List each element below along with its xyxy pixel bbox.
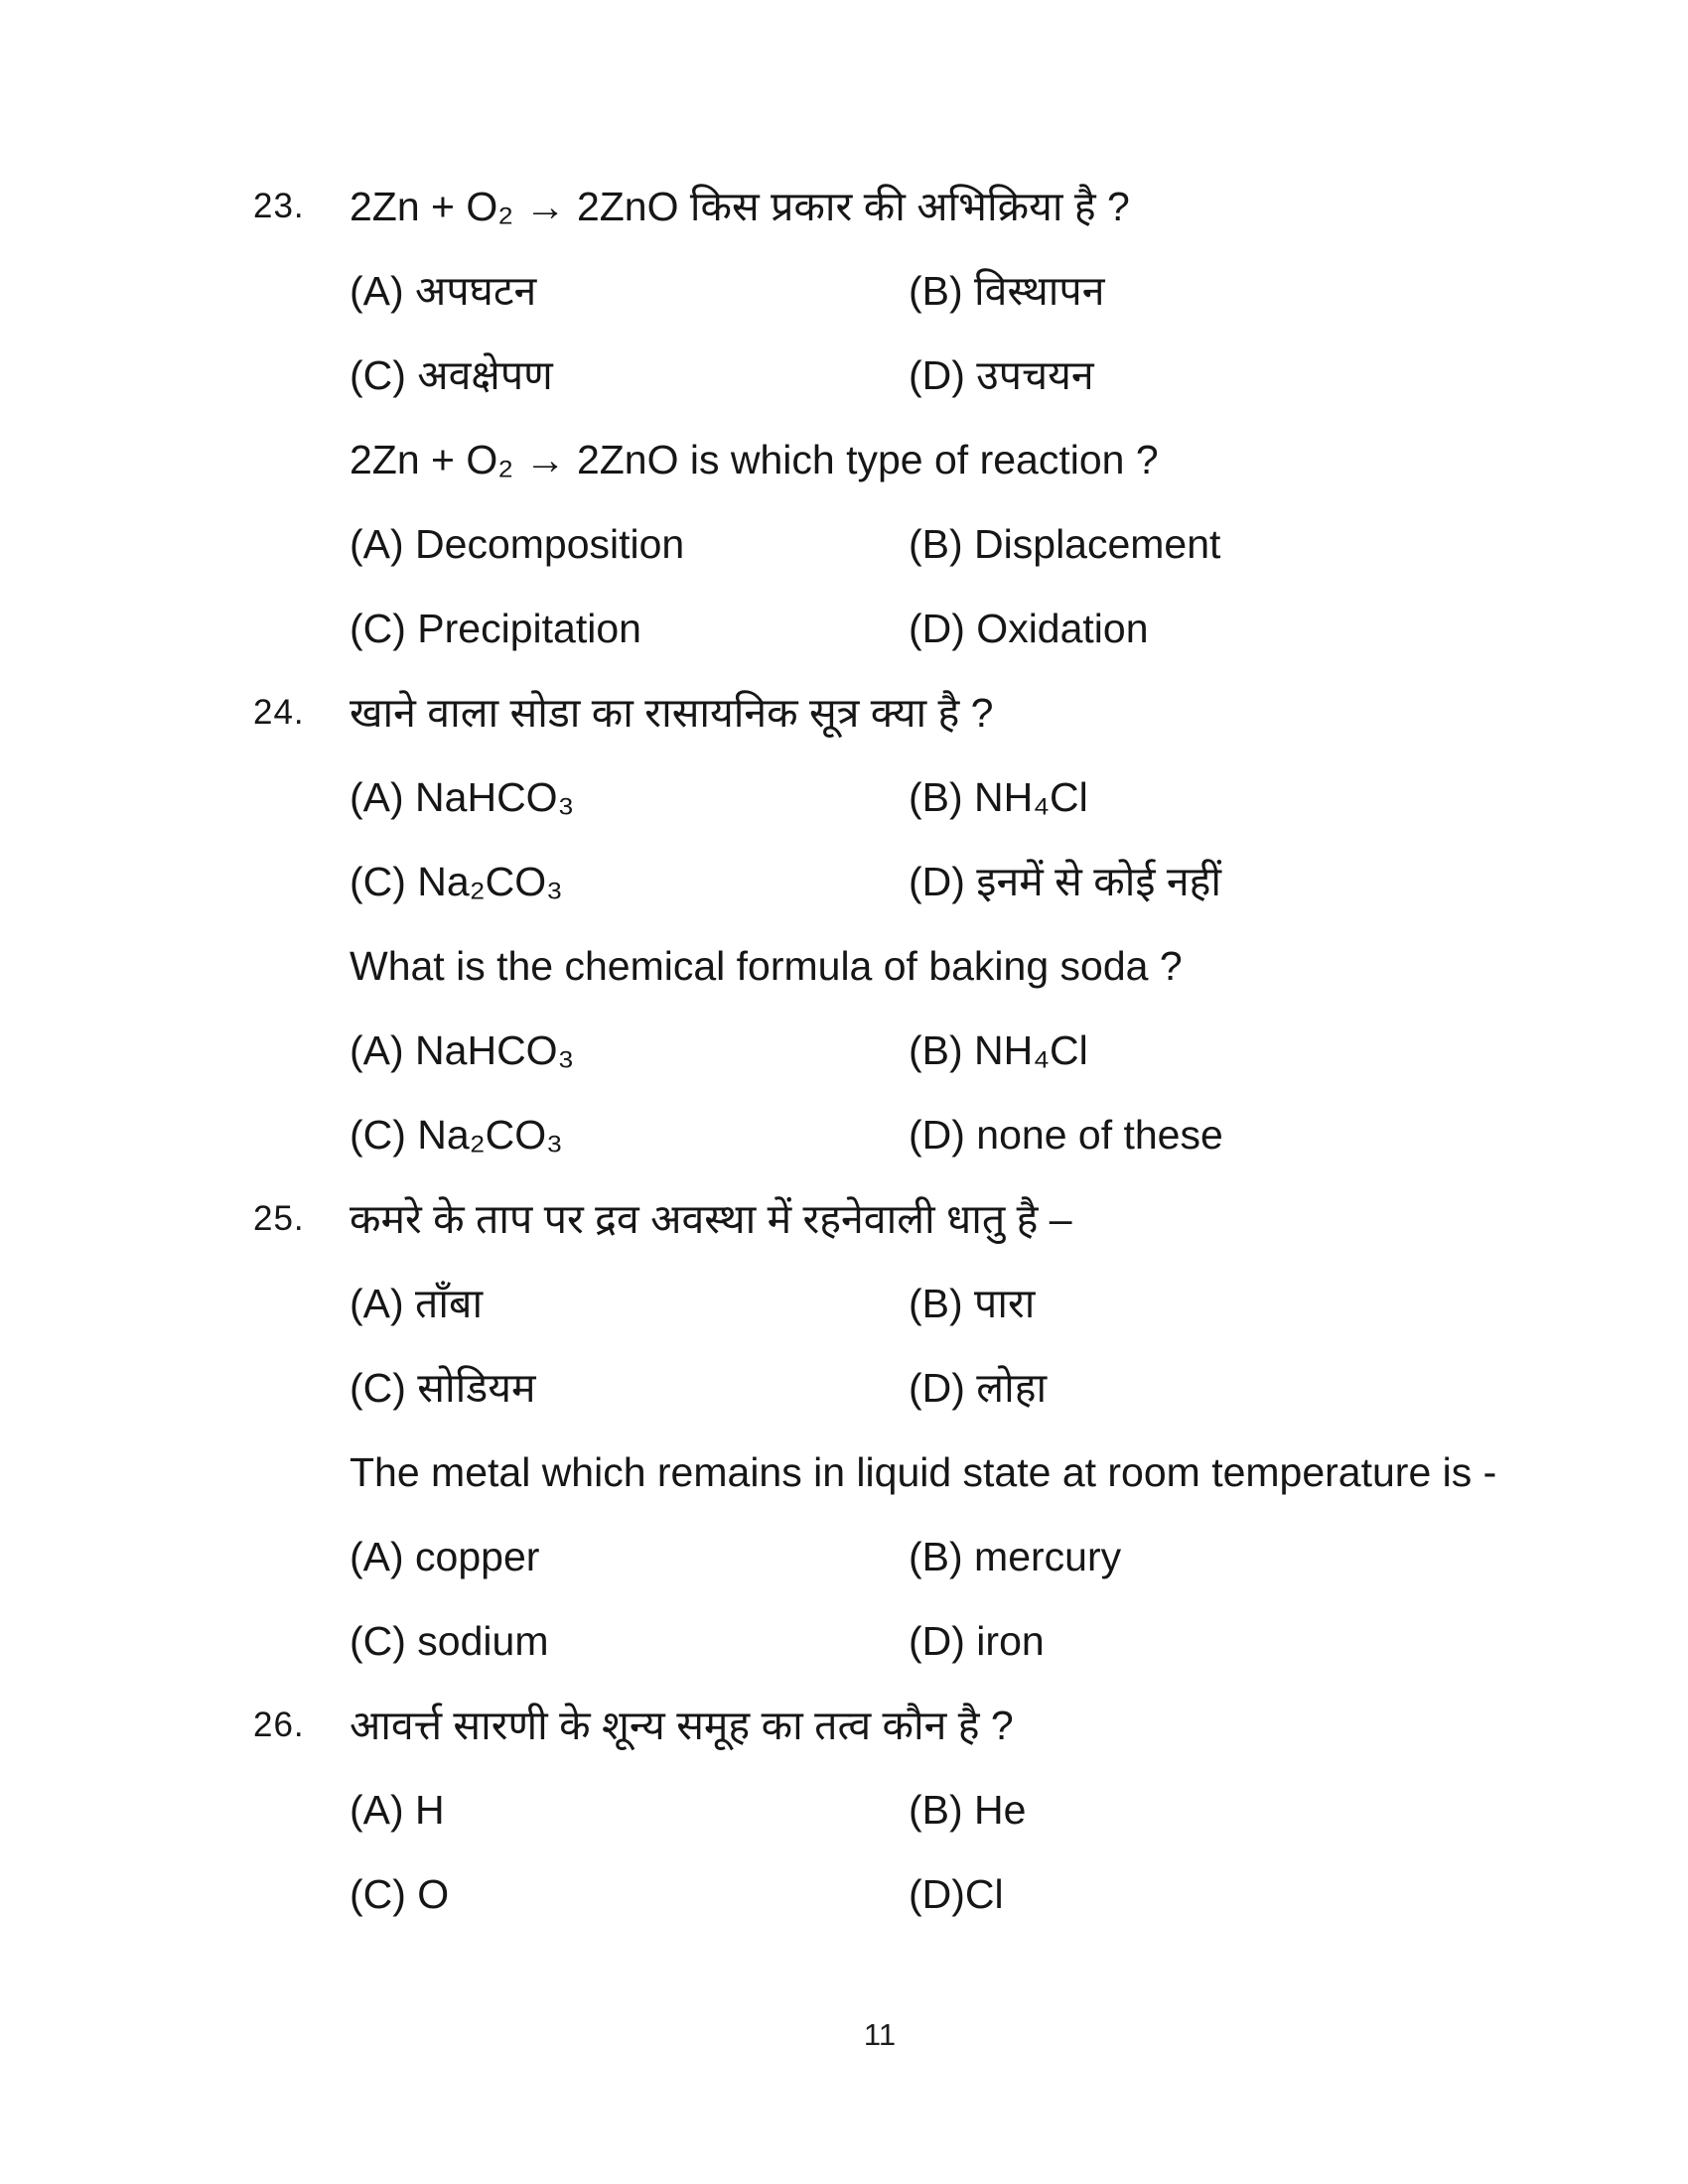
question-23 (0, 181, 1688, 654)
option-b-hindi: (B) पारा (909, 1281, 1036, 1326)
question-text-hindi: 2Zn + O₂ → 2ZnO किस प्रकार की अभिक्रिया है ? (350, 184, 1130, 229)
option-b-hindi: (B) NH₄Cl (909, 774, 1088, 820)
option-c: (C) O (350, 1871, 450, 1917)
option-c-english: (C) Precipitation (350, 606, 641, 651)
option-a-hindi: (A) ताँबा (350, 1281, 484, 1326)
option-b-english: (B) NH₄Cl (909, 1027, 1088, 1073)
option-d-hindi: (D) उपचयन (909, 352, 1094, 398)
question-number: 26. (253, 1706, 305, 1744)
option-c-english: (C) Na₂CO₃ (350, 1112, 563, 1158)
question-number: 23. (253, 187, 305, 225)
option-a-hindi: (A) अपघटन (350, 268, 537, 314)
option-b-english: (B) mercury (909, 1534, 1122, 1579)
question-text-english: 2Zn + O₂ → 2ZnO is which type of reaction ? (350, 437, 1159, 482)
question-number: 24. (253, 693, 305, 732)
option-c-hindi: (C) अवक्षेपण (350, 352, 553, 398)
question-25 (0, 1193, 1688, 1667)
option-d-english: (D) Oxidation (909, 606, 1149, 651)
question-text-hindi: आवर्त्त सारणी के शून्य समूह का तत्व कौन है ? (350, 1703, 1014, 1748)
question-text-hindi: कमरे के ताप पर द्रव अवस्था में रहनेवाली धातु है – (350, 1196, 1072, 1242)
option-d-english: (D) none of these (909, 1112, 1223, 1158)
page-number: 11 (863, 2017, 897, 2052)
option-d: (D)Cl (909, 1871, 1004, 1917)
question-text-hindi: खाने वाला सोडा का रासायनिक सूत्र क्या है ? (350, 690, 994, 736)
option-a-english: (A) copper (350, 1534, 540, 1579)
option-a-english: (A) NaHCO₃ (350, 1027, 575, 1073)
question-text-english: The metal which remains in liquid state at room temperature is - (350, 1449, 1497, 1495)
question-text-english: What is the chemical formula of baking soda ? (350, 943, 1183, 989)
question-24 (0, 687, 1688, 1160)
question-number: 25. (253, 1199, 305, 1238)
option-a: (A) H (350, 1787, 445, 1833)
option-b-hindi: (B) विस्थापन (909, 268, 1105, 314)
option-d-english: (D) iron (909, 1618, 1045, 1664)
option-c-hindi: (C) Na₂CO₃ (350, 859, 563, 904)
question-26 (0, 1700, 1688, 1920)
option-c-hindi: (C) सोडियम (350, 1365, 536, 1411)
option-c-english: (C) sodium (350, 1618, 549, 1664)
option-d-hindi: (D) लोहा (909, 1365, 1048, 1411)
option-b: (B) He (909, 1787, 1027, 1833)
option-a-hindi: (A) NaHCO₃ (350, 774, 575, 820)
option-b-english: (B) Displacement (909, 521, 1221, 567)
option-a-english: (A) Decomposition (350, 521, 685, 567)
option-d-hindi: (D) इनमें से कोई नहीं (909, 859, 1221, 904)
